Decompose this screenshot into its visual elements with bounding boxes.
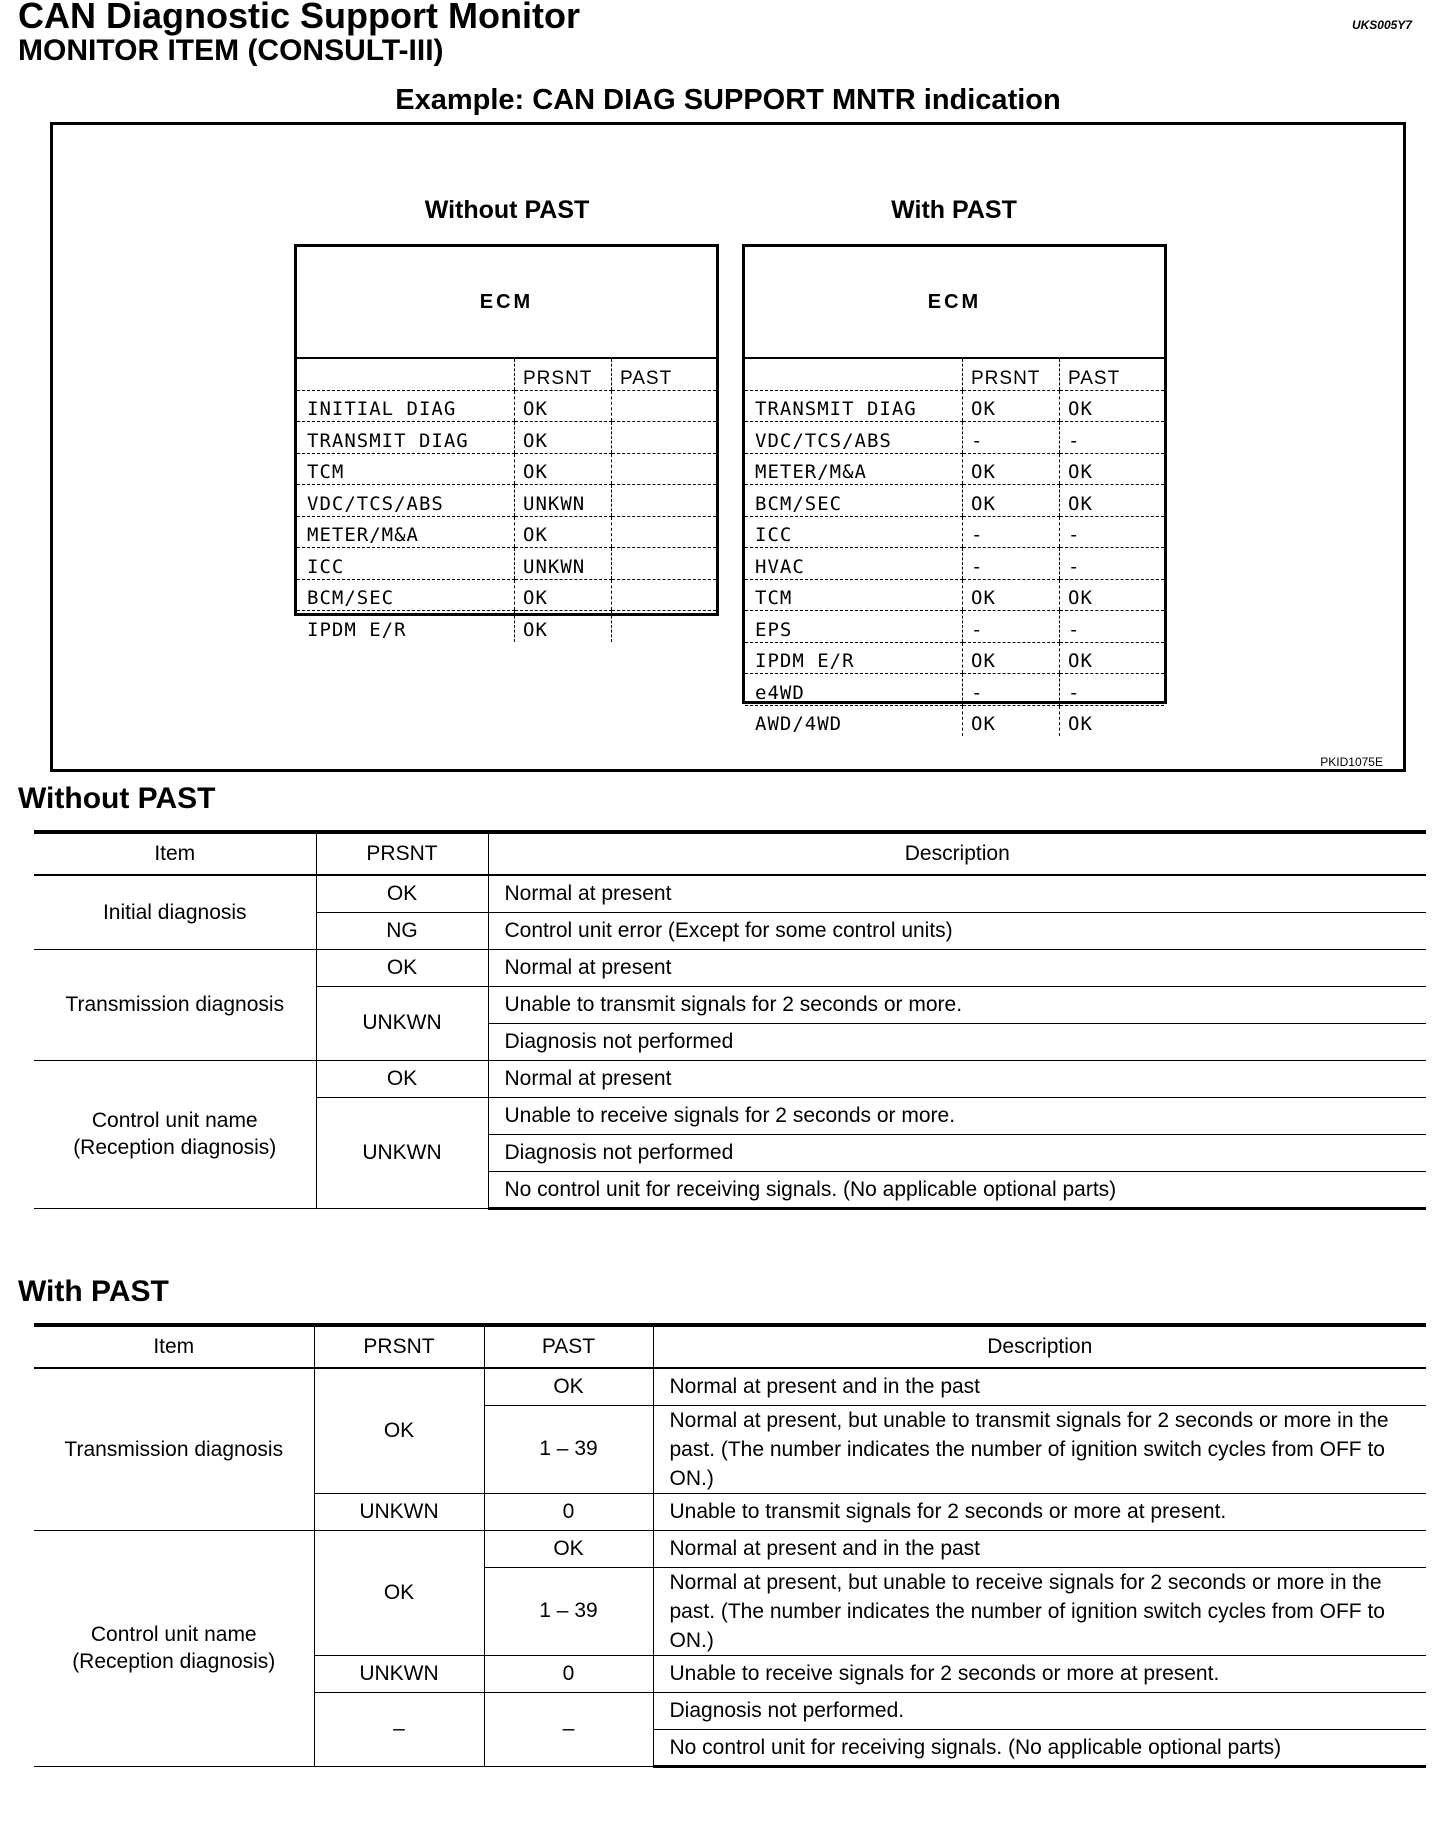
example-with-title: With PAST bbox=[891, 196, 1017, 224]
example-without-screen bbox=[294, 244, 719, 641]
screen-row bbox=[297, 579, 716, 611]
screen-item: EPS bbox=[745, 611, 963, 643]
screen-prsnt: OK bbox=[515, 422, 612, 454]
example-without-title: Without PAST bbox=[424, 196, 590, 224]
col-header-description: Description bbox=[488, 832, 1426, 875]
description-cell: Unable to receive signals for 2 seconds or more. bbox=[488, 1097, 1426, 1134]
screen-prsnt: OK bbox=[515, 516, 612, 548]
screen-prsnt: OK bbox=[515, 579, 612, 611]
screen-past bbox=[612, 579, 717, 611]
screen-item: VDC/TCS/ABS bbox=[745, 422, 963, 454]
screen-row bbox=[297, 516, 716, 548]
screen-prsnt: OK bbox=[515, 453, 612, 485]
screen-header-cell: PAST bbox=[1060, 359, 1165, 390]
prsnt-cell: UNKWN bbox=[316, 1097, 488, 1208]
screen-item: BCM/SEC bbox=[297, 579, 515, 611]
description-cell: No control unit for receiving signals. (No applicable optional parts) bbox=[653, 1729, 1426, 1766]
description-cell: Unable to transmit signals for 2 seconds or more. bbox=[488, 986, 1426, 1023]
past-cell: OK bbox=[484, 1368, 653, 1405]
description-cell: Normal at present bbox=[488, 949, 1426, 986]
screen-prsnt: OK bbox=[963, 485, 1060, 517]
screen-row bbox=[745, 579, 1164, 611]
description-cell: Diagnosis not performed bbox=[488, 1023, 1426, 1060]
screen-prsnt: OK bbox=[963, 705, 1060, 736]
screen-row bbox=[745, 705, 1164, 736]
screen-prsnt: OK bbox=[515, 611, 612, 642]
with-past-heading: With PAST bbox=[18, 1275, 169, 1308]
page-subtitle: MONITOR ITEM (CONSULT-III) bbox=[18, 34, 444, 67]
past-cell: – bbox=[484, 1692, 653, 1766]
screen-prsnt: - bbox=[963, 611, 1060, 643]
screen-past: - bbox=[1060, 674, 1165, 706]
figure-code: PKID1075E bbox=[1320, 755, 1383, 769]
prsnt-cell: OK bbox=[314, 1530, 484, 1655]
screen-past bbox=[612, 611, 717, 642]
past-cell: 0 bbox=[484, 1655, 653, 1692]
screen-prsnt: OK bbox=[515, 390, 612, 422]
screen-row bbox=[745, 548, 1164, 580]
screen-past bbox=[612, 390, 717, 422]
screen-row bbox=[297, 422, 716, 454]
screen-item: TRANSMIT DIAG bbox=[745, 390, 963, 422]
col-header-item: Item bbox=[34, 832, 316, 875]
screen-prsnt: - bbox=[963, 674, 1060, 706]
screen-header-row bbox=[745, 359, 1164, 390]
screen-row bbox=[745, 611, 1164, 643]
without-past-heading: Without PAST bbox=[18, 782, 216, 815]
screen-row bbox=[745, 516, 1164, 548]
screen-item: e4WD bbox=[745, 674, 963, 706]
screen-item: TRANSMIT DIAG bbox=[297, 422, 515, 454]
description-cell: Unable to receive signals for 2 seconds or more at present. bbox=[653, 1655, 1426, 1692]
screen-row bbox=[745, 422, 1164, 454]
screen-row bbox=[745, 642, 1164, 674]
past-cell: 0 bbox=[484, 1493, 653, 1530]
prsnt-cell: UNKWN bbox=[314, 1493, 484, 1530]
description-cell: Diagnosis not performed. bbox=[653, 1692, 1426, 1729]
doc-code: UKS005Y7 bbox=[1351, 18, 1412, 32]
screen-past bbox=[612, 548, 717, 580]
screen-row bbox=[745, 485, 1164, 517]
screen-row bbox=[297, 453, 716, 485]
screen-prsnt: OK bbox=[963, 642, 1060, 674]
screen-header-cell: PRSNT bbox=[515, 359, 612, 390]
screen-past: OK bbox=[1060, 453, 1165, 485]
screen-header-cell: PAST bbox=[612, 359, 717, 390]
screen-item: ICC bbox=[745, 516, 963, 548]
table-row bbox=[34, 1060, 1426, 1097]
past-cell: OK bbox=[484, 1530, 653, 1567]
item-cell: Control unit name (Reception diagnosis) bbox=[34, 1060, 316, 1208]
col-header-prsnt: PRSNT bbox=[316, 832, 488, 875]
screen-past: - bbox=[1060, 548, 1165, 580]
screen-row bbox=[745, 674, 1164, 706]
table-row bbox=[34, 1368, 1426, 1405]
example-without-table bbox=[297, 359, 716, 642]
screen-row bbox=[297, 390, 716, 422]
item-cell: Control unit name (Reception diagnosis) bbox=[34, 1530, 314, 1766]
screen-row bbox=[745, 390, 1164, 422]
item-cell: Transmission diagnosis bbox=[34, 949, 316, 1060]
prsnt-cell: NG bbox=[316, 912, 488, 949]
description-cell: Control unit error (Except for some control units) bbox=[488, 912, 1426, 949]
page-title: CAN Diagnostic Support Monitor bbox=[18, 0, 580, 36]
description-cell: Normal at present, but unable to receive signals for 2 seconds or more in the past. (The number indicates the number of ignition switch cycles from OFF to ON.) bbox=[653, 1567, 1426, 1655]
prsnt-cell: UNKWN bbox=[316, 986, 488, 1060]
col-header-past: PAST bbox=[484, 1325, 653, 1368]
screen-past: - bbox=[1060, 611, 1165, 643]
with-past-table bbox=[34, 1323, 1426, 1768]
screen-item: TCM bbox=[745, 579, 963, 611]
table-row bbox=[34, 1530, 1426, 1567]
screen-past bbox=[612, 485, 717, 517]
screen-item: IPDM E/R bbox=[307, 618, 407, 641]
example-with-table bbox=[745, 359, 1164, 736]
description-cell: Diagnosis not performed bbox=[488, 1134, 1426, 1171]
screen-past: OK bbox=[1060, 579, 1165, 611]
description-cell: Normal at present and in the past bbox=[653, 1530, 1426, 1567]
example-caption: Example: CAN DIAG SUPPORT MNTR indication bbox=[395, 84, 1061, 116]
screen-row bbox=[745, 453, 1164, 485]
screen-past: - bbox=[1060, 422, 1165, 454]
description-cell: Normal at present and in the past bbox=[653, 1368, 1426, 1405]
screen-row bbox=[297, 611, 716, 642]
prsnt-cell: OK bbox=[316, 875, 488, 912]
screen-header-cell: PRSNT bbox=[963, 359, 1060, 390]
col-header-item: Item bbox=[34, 1325, 314, 1368]
screen-item: METER/M&A bbox=[297, 516, 515, 548]
screen-prsnt: - bbox=[963, 422, 1060, 454]
screen-past bbox=[612, 516, 717, 548]
screen-item: TCM bbox=[297, 453, 515, 485]
screen-item: VDC/TCS/ABS bbox=[297, 485, 515, 517]
screen-past bbox=[612, 422, 717, 454]
example-figure bbox=[50, 122, 1406, 772]
item-cell: Transmission diagnosis bbox=[34, 1368, 314, 1530]
screen-prsnt: UNKWN bbox=[515, 548, 612, 580]
screen-past: OK bbox=[1060, 705, 1165, 736]
screen-item: IPDM E/R bbox=[745, 642, 963, 674]
past-cell: 1 – 39 bbox=[484, 1567, 653, 1655]
description-cell: Normal at present, but unable to transmit signals for 2 seconds or more in the past. (The number indicates the number of ignition switch cycles from OFF to ON.) bbox=[653, 1405, 1426, 1493]
description-cell: Normal at present bbox=[488, 875, 1426, 912]
prsnt-cell: OK bbox=[314, 1368, 484, 1493]
description-cell: No control unit for receiving signals. (No applicable optional parts) bbox=[488, 1171, 1426, 1208]
screen-header-row bbox=[297, 359, 716, 390]
screen-past bbox=[612, 453, 717, 485]
screen-prsnt: - bbox=[963, 548, 1060, 580]
col-header-description: Description bbox=[653, 1325, 1426, 1368]
screen-prsnt: - bbox=[963, 516, 1060, 548]
prsnt-cell: OK bbox=[316, 1060, 488, 1097]
past-cell: 1 – 39 bbox=[484, 1405, 653, 1493]
screen-past: OK bbox=[1060, 642, 1165, 674]
screen-past: OK bbox=[1060, 390, 1165, 422]
screen-item: METER/M&A bbox=[745, 453, 963, 485]
prsnt-cell: OK bbox=[316, 949, 488, 986]
screen-prsnt: OK bbox=[963, 579, 1060, 611]
col-header-prsnt: PRSNT bbox=[314, 1325, 484, 1368]
item-cell: Initial diagnosis bbox=[34, 875, 316, 949]
screen-header-cell bbox=[297, 359, 515, 390]
screen-item: ICC bbox=[297, 548, 515, 580]
screen-prsnt: UNKWN bbox=[515, 485, 612, 517]
prsnt-cell: UNKWN bbox=[314, 1655, 484, 1692]
ecm-label: ECM bbox=[745, 247, 1164, 359]
description-cell: Unable to transmit signals for 2 seconds or more at present. bbox=[653, 1493, 1426, 1530]
prsnt-cell: – bbox=[314, 1692, 484, 1766]
table-row bbox=[34, 875, 1426, 912]
screen-row bbox=[297, 548, 716, 580]
screen-prsnt: OK bbox=[963, 390, 1060, 422]
table-row bbox=[34, 949, 1426, 986]
screen-past: - bbox=[1060, 516, 1165, 548]
without-past-table bbox=[34, 830, 1426, 1210]
screen-header-cell bbox=[745, 359, 963, 390]
screen-item: BCM/SEC bbox=[745, 485, 963, 517]
screen-past: OK bbox=[1060, 485, 1165, 517]
screen-item: AWD/4WD bbox=[755, 713, 843, 735]
screen-prsnt: OK bbox=[963, 453, 1060, 485]
example-with-screen bbox=[742, 244, 1167, 735]
ecm-label: ECM bbox=[297, 247, 716, 359]
screen-row bbox=[297, 485, 716, 517]
screen-item: INITIAL DIAG bbox=[297, 390, 515, 422]
description-cell: Normal at present bbox=[488, 1060, 1426, 1097]
screen-item: HVAC bbox=[745, 548, 963, 580]
